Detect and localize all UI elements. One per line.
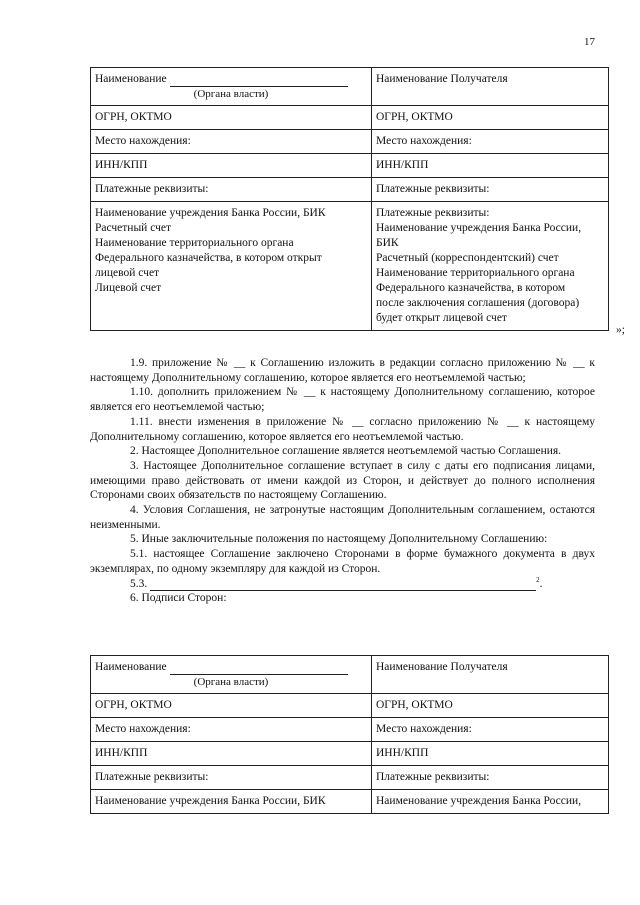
authority-name-label: Наименование — [95, 661, 167, 673]
clause-2: 2. Настоящее Дополнительное соглашение является неотъемлемой частью Соглашения. — [130, 445, 562, 458]
authority-location: Место нахождения: — [91, 130, 372, 154]
bank-detail-line: Расчетный (корреспондентский) счет — [376, 252, 559, 264]
recipient-bank-details — [372, 202, 609, 331]
authority-name-label: Наименование — [95, 73, 167, 85]
authority-ogrn: ОГРН, ОКТМО — [91, 106, 372, 130]
clause-5-3-blank — [150, 579, 536, 591]
clause-3: 3. Настоящее Дополнительное соглашение вступает в силу с даты его подписания лицами, имеющими право действовать от имени каждой из Сторон, и действует до полного исполнения Сторонами своих обязательств по настоящему Соглашению. — [90, 459, 595, 502]
page-number: 17 — [584, 36, 595, 48]
footnote-ref: 2 — [536, 575, 540, 584]
recipient-ogrn: ОГРН, ОКТМО — [372, 694, 609, 718]
bank-detail-line: Наименование территориального органа — [95, 237, 294, 249]
closing-quote-mark: »; — [616, 324, 625, 336]
authority-name-cell — [91, 68, 372, 106]
bank-detail-line: лицевой счет — [95, 267, 160, 279]
bank-detail-line: будет открыт лицевой счет — [376, 312, 507, 324]
authority-name-blank — [170, 663, 348, 675]
clause-1-11: 1.11. внести изменения в приложение № __ согласно приложению № __ к настоящему Дополнительному соглашению, которое является его неотъемлемой частью. — [90, 415, 595, 443]
authority-ogrn: ОГРН, ОКТМО — [91, 694, 372, 718]
clause-6: 6. Подписи Сторон: — [130, 592, 227, 605]
authority-payment: Платежные реквизиты: — [91, 766, 372, 790]
authority-name-caption: (Органа власти) — [193, 676, 269, 688]
authority-inn: ИНН/КПП — [91, 154, 372, 178]
recipient-inn: ИНН/КПП — [372, 154, 609, 178]
recipient-name-cell: Наименование Получателя — [372, 656, 609, 694]
recipient-payment: Платежные реквизиты: — [372, 766, 609, 790]
clause-5-3-end: . — [539, 577, 543, 590]
recipient-name-cell: Наименование Получателя — [372, 68, 609, 106]
bank-detail-line: Лицевой счет — [95, 282, 162, 294]
requisites-table-top — [90, 67, 609, 331]
bank-detail-line: Федерального казначейства, в котором — [376, 282, 566, 294]
bank-detail-line: Наименование учреждения Банка России, БИК — [95, 207, 326, 219]
requisites-table-bottom — [90, 655, 609, 814]
recipient-payment: Платежные реквизиты: — [372, 178, 609, 202]
bank-detail-line: Наименование территориального органа — [376, 267, 575, 279]
authority-name-blank — [170, 75, 348, 87]
recipient-bank-details: Наименование учреждения Банка России, — [372, 790, 609, 814]
authority-inn: ИНН/КПП — [91, 742, 372, 766]
clause-5-1: 5.1. настоящее Соглашение заключено Сторонами в форме бумажного документа в двух экземплярах, по одному экземпляру для каждой из Сторон. — [90, 548, 595, 575]
bank-detail-line: БИК — [376, 237, 399, 249]
bank-detail-line: Федерального казначейства, в котором открыт — [95, 252, 322, 264]
authority-bank-details: Наименование учреждения Банка России, БИК — [91, 790, 372, 814]
authority-payment: Платежные реквизиты: — [91, 178, 372, 202]
recipient-inn: ИНН/КПП — [372, 742, 609, 766]
authority-name-cell — [91, 656, 372, 694]
clause-5-3 — [90, 577, 595, 592]
bank-detail-line: Платежные реквизиты: — [376, 207, 490, 219]
clause-1-10: 1.10. дополнить приложением № __ к настоящему Дополнительному соглашению, которое является его неотъемлемой частью; — [90, 386, 595, 414]
clause-4: 4. Условия Соглашения, не затронутые настоящим Дополнительным соглашением, остаются неизменными. — [90, 504, 595, 531]
bank-detail-line: Наименование учреждения Банка России, — [376, 222, 582, 234]
bank-detail-line: Расчетный счет — [95, 222, 171, 234]
bank-detail-line: после заключения соглашения (договора) — [376, 297, 580, 309]
recipient-location: Место нахождения: — [372, 718, 609, 742]
agreement-body — [90, 356, 595, 606]
recipient-location: Место нахождения: — [372, 130, 609, 154]
authority-location: Место нахождения: — [91, 718, 372, 742]
authority-name-caption: (Органа власти) — [193, 88, 269, 100]
clause-1-9: 1.9. приложение № __ к Соглашению изложить в редакции согласно приложению № __ к настоящему Дополнительному соглашению, которое является его неотъемлемой частью; — [90, 357, 595, 384]
clause-5: 5. Иные заключительные положения по настоящему Дополнительному Соглашению: — [130, 533, 548, 546]
clause-5-3-label: 5.3. — [130, 577, 148, 590]
authority-bank-details — [91, 202, 372, 331]
recipient-ogrn: ОГРН, ОКТМО — [372, 106, 609, 130]
